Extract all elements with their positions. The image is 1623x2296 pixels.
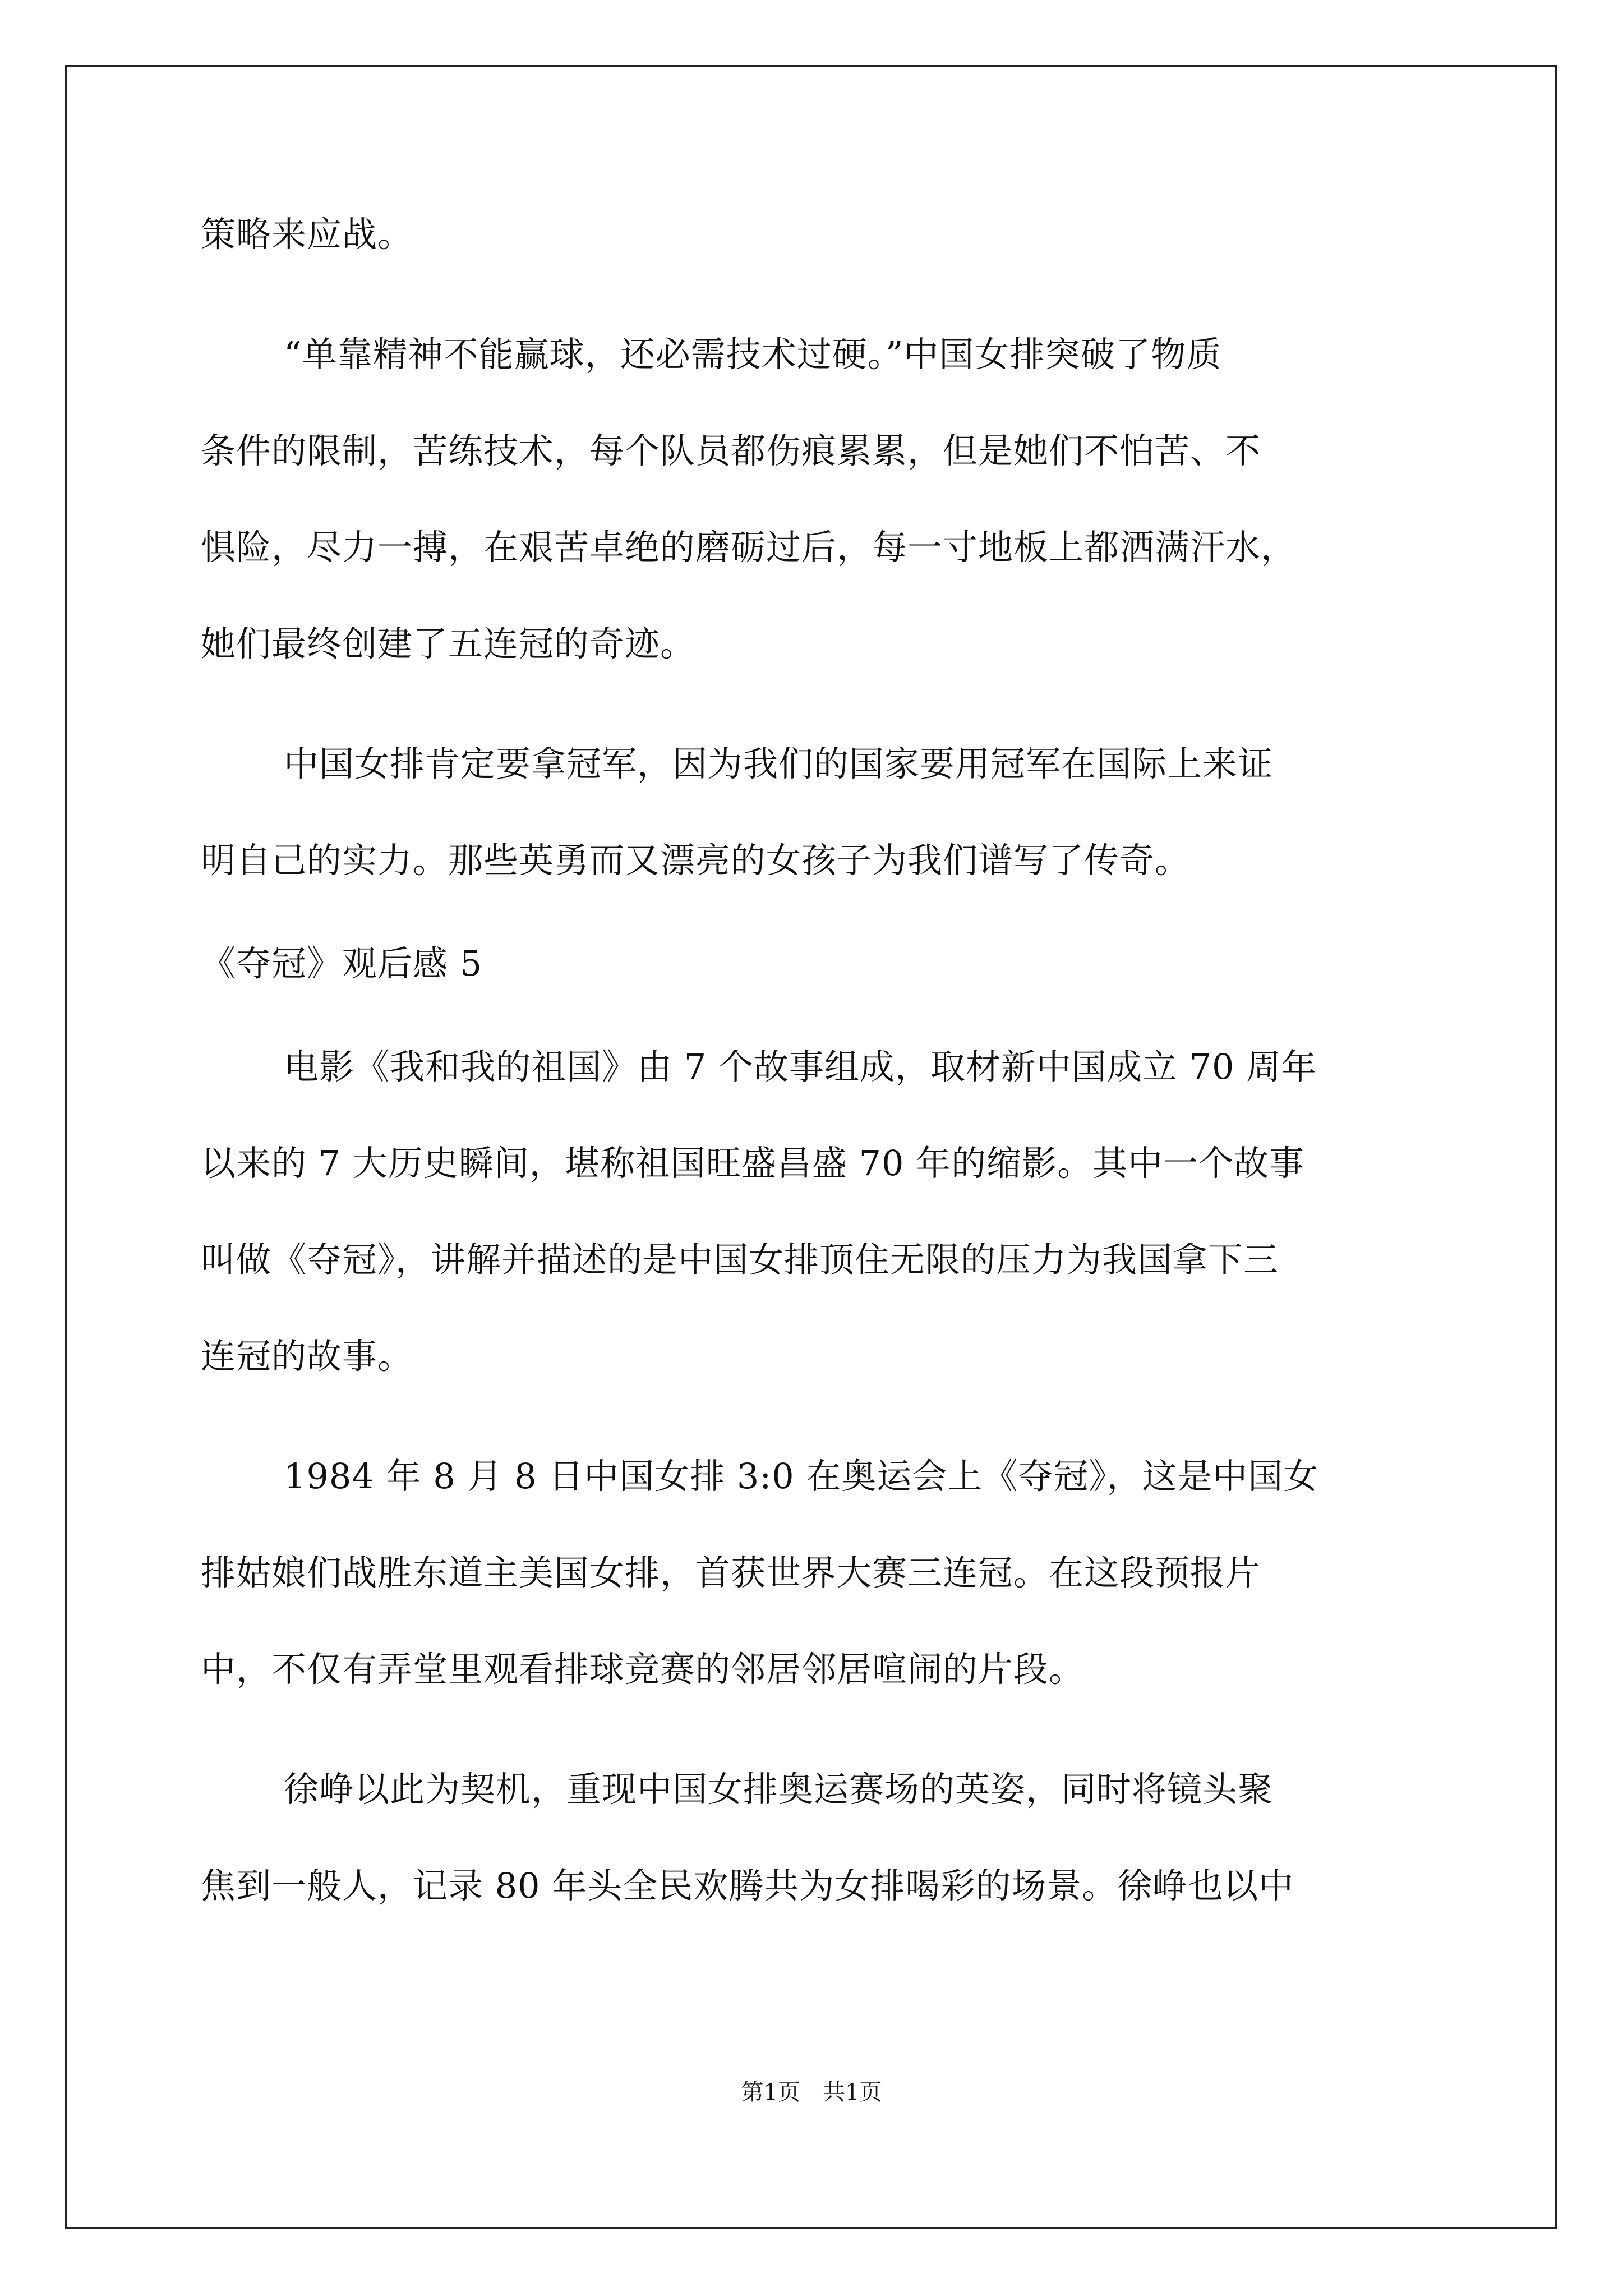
text-line-13: 排姑娘们战胜东道主美国女排，首获世界大赛三连冠。在这段预报片 — [201, 1552, 1261, 1593]
text-line-8: 电影《我和我的祖国》由 7 个故事组成，取材新中国成立 70 周年 — [284, 1046, 1317, 1087]
text-line-15: 徐峥以此为契机，重现中国女排奥运赛场的英姿，同时将镜头聚 — [284, 1769, 1274, 1810]
text-line-16: 焦到一般人，记录 80 年头全民欢腾共为女排喝彩的场景。徐峥也以中 — [201, 1865, 1294, 1906]
text-line-1: 策略来应战。 — [201, 214, 413, 255]
text-line-6: 中国女排肯定要拿冠军，因为我们的国家要用冠军在国际上来证 — [284, 743, 1274, 784]
text-line-7: 明自己的实力。那些英勇而又漂亮的女孩子为我们谱写了传奇。 — [201, 840, 1191, 881]
text-line-12: 1984 年 8 月 8 日中国女排 3:0 在奥运会上《夺冠》，这是中国女 — [284, 1456, 1319, 1497]
text-line-9: 以来的 7 大历史瞬间，堪称祖国旺盛昌盛 70 年的缩影。其中一个故事 — [201, 1143, 1305, 1184]
page-footer: 第1页 共1页 — [741, 2079, 882, 2105]
text-line-14: 中，不仅有弄堂里观看排球竞赛的邻居邻居喧闹的片段。 — [201, 1649, 1085, 1690]
text-line-2: “单靠精神不能赢球，还必需技术过硬。”中国女排突破了物质 — [284, 334, 1222, 375]
text-line-4: 惧险，尽力一搏，在艰苦卓绝的磨砺过后，每一寸地板上都洒满汗水， — [201, 527, 1297, 568]
text-line-3: 条件的限制，苦练技术，每个队员都伤痕累累，但是她们不怕苦、不 — [201, 430, 1261, 471]
text-line-10: 叫做《夺冠》，讲解并描述的是中国女排顶住无限的压力为我国拿下三 — [201, 1239, 1279, 1280]
section-heading: 《夺冠》观后感 5 — [201, 943, 483, 984]
text-line-5: 她们最终创建了五连冠的奇迹。 — [201, 623, 696, 664]
text-line-11: 连冠的故事。 — [201, 1336, 413, 1377]
